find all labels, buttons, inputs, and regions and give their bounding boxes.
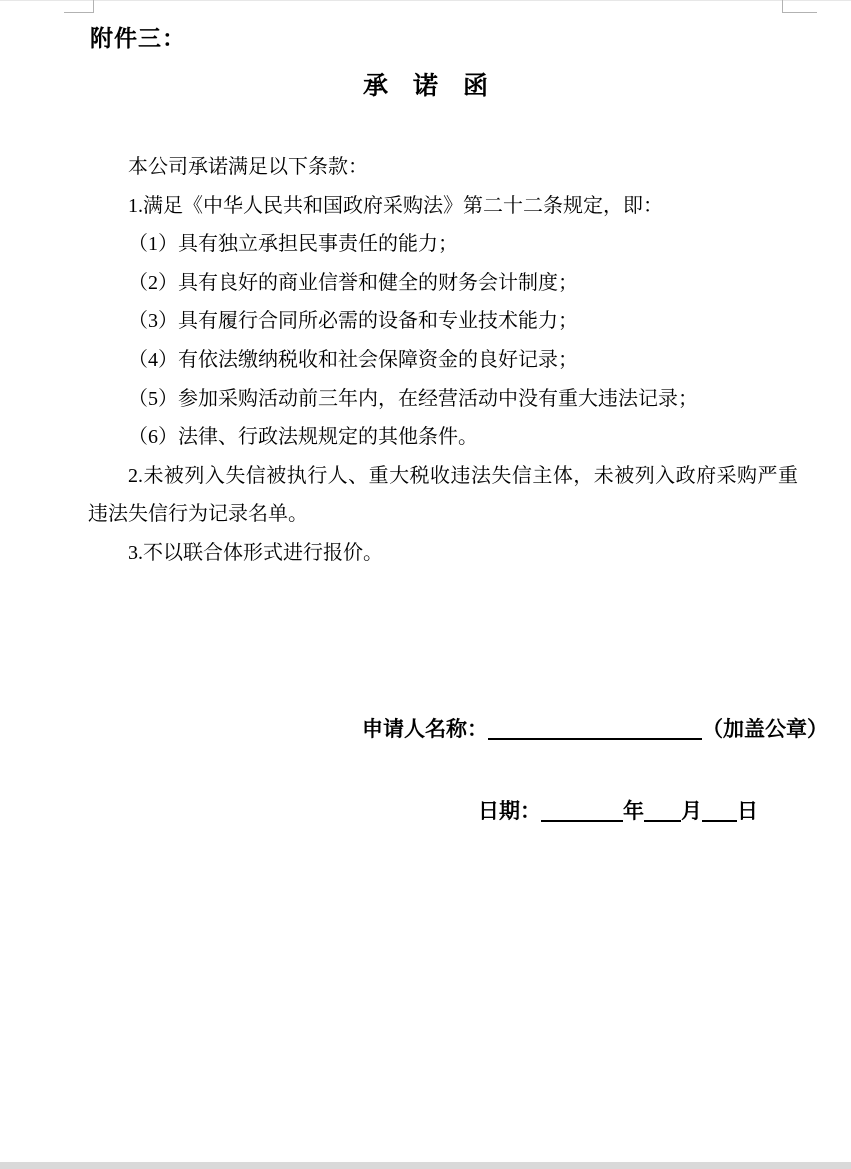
month-label: 月 (681, 798, 702, 823)
year-label: 年 (623, 798, 644, 823)
date-month-blank (644, 819, 681, 822)
seal-note: （加盖公章） (702, 716, 828, 741)
body-paragraph: 2.未被列入失信被执行人、重大税收违法失信主体，未被列入政府采购严重违法失信行为记录名单。 (88, 464, 798, 526)
body-paragraph: 本公司承诺满足以下条款： (128, 156, 368, 178)
date-label: 日期： (478, 798, 541, 823)
body-paragraph: （4）有依法缴纳税收和社会保障资金的良好记录； (128, 348, 578, 371)
page-top-edge-line (0, 0, 851, 1)
day-label: 日 (737, 798, 758, 823)
date-day-blank (702, 819, 737, 822)
applicant-name-blank (488, 737, 702, 740)
text-boundary-crop-mark-right (782, 0, 817, 13)
document-body (88, 148, 798, 573)
date-row (478, 796, 851, 826)
attachment-label: 附件三： (90, 26, 186, 51)
text-boundary-crop-mark-left (64, 0, 94, 13)
document-title: 承 诺 函 (362, 73, 488, 100)
body-paragraph: （6）法律、行政法规规定的其他条件。 (128, 426, 478, 449)
body-paragraph: （1）具有独立承担民事责任的能力； (128, 233, 458, 256)
page-gap-strip (0, 1162, 851, 1169)
body-paragraph: （3）具有履行合同所必需的设备和专业技术能力； (128, 310, 578, 333)
body-paragraph: 3.不以联合体形式进行报价。 (128, 541, 383, 564)
body-paragraph: 1.满足《中华人民共和国政府采购法》第二十二条规定，即： (128, 194, 663, 217)
body-paragraph: （5）参加采购活动前三年内，在经营活动中没有重大违法记录； (128, 387, 698, 410)
applicant-name-label: 申请人名称： (362, 716, 488, 741)
date-year-blank (541, 819, 623, 822)
applicant-name-row (362, 714, 851, 744)
body-paragraph: （2）具有良好的商业信誉和健全的财务会计制度； (128, 271, 578, 294)
